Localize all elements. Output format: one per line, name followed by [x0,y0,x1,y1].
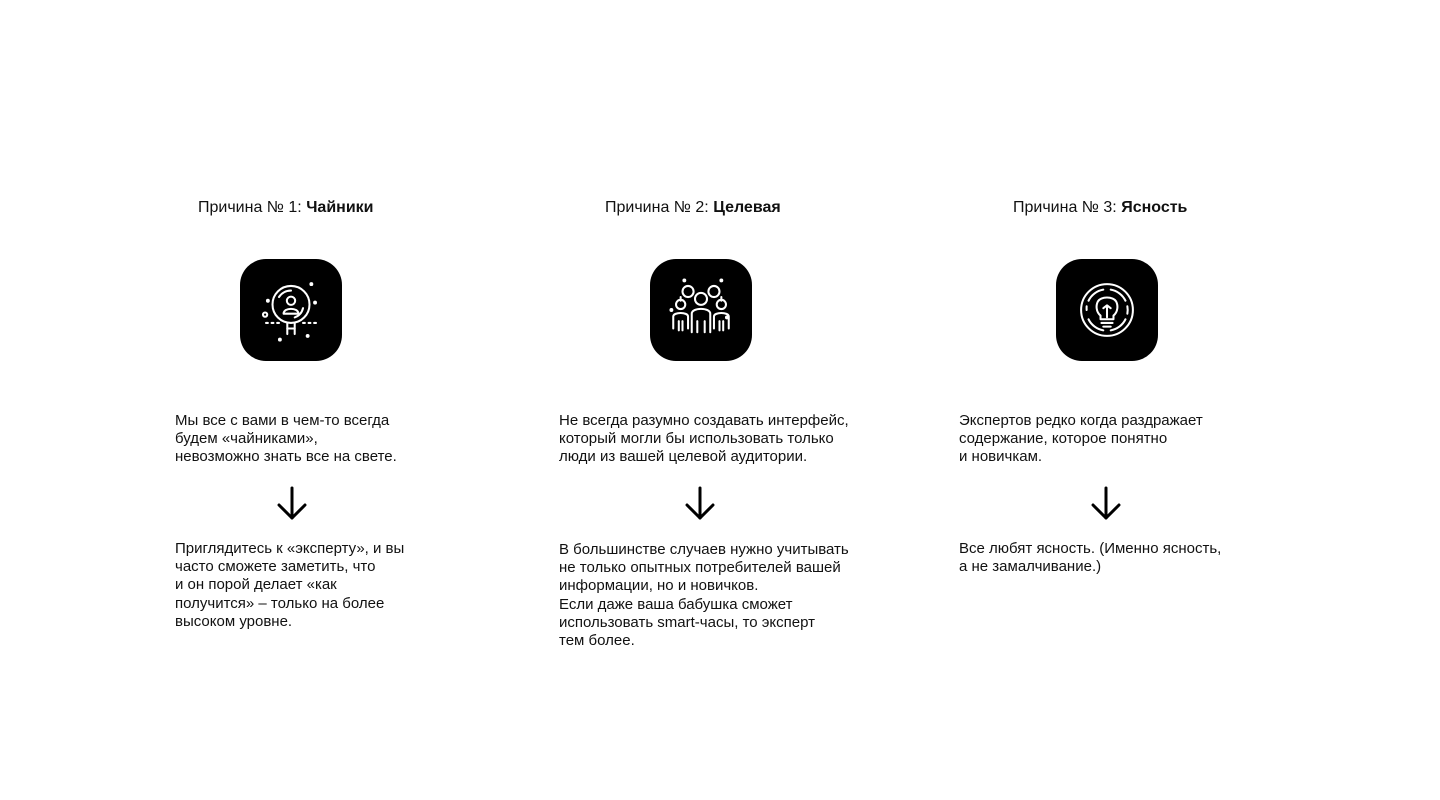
reason-heading-prefix: Причина № 3: [1013,199,1122,216]
reason-conclusion: Приглядитесь к «эксперту», и вы часто сможете заметить, что и он порой делает «как получится» – только на более высоком уровне. [175,540,405,630]
arrow-down-icon [1090,486,1122,522]
reason-column-1 [175,0,515,800]
reason-description: Не всегда разумно создавать интерфейс, который могли бы использовать только люди из вашей целевой аудитории. [559,412,849,466]
reason-heading-title: Целевая [713,199,781,216]
reason-heading [605,198,781,218]
group-people-icon [650,259,752,361]
reason-heading-prefix: Причина № 2: [605,199,714,216]
reason-heading [198,198,374,218]
reason-column-3 [959,0,1299,800]
reason-heading-title: Чайники [306,199,374,216]
lightbulb-icon [1056,259,1158,361]
reason-description: Мы все с вами в чем-то всегда будем «чайниками», невозможно знать все на свете. [175,412,397,466]
reason-heading-title: Ясность [1121,199,1188,216]
arrow-down-icon [684,486,716,522]
reason-conclusion: В большинстве случаев нужно учитывать не только опытных потребителей вашей информации, но и новичков. Если даже ваша бабушка сможет использовать smart-часы, то эксперт тем более. [559,541,849,650]
reason-column-2 [559,0,899,800]
expert-magnifier-icon [240,259,342,361]
arrow-down-icon [276,486,308,522]
reason-heading [1013,198,1187,218]
reason-conclusion: Все любят ясность. (Именно ясность, а не замалчивание.) [959,540,1222,576]
reason-description: Экспертов редко когда раздражает содержание, которое понятно и новичкам. [959,412,1203,466]
reason-heading-prefix: Причина № 1: [198,199,307,216]
